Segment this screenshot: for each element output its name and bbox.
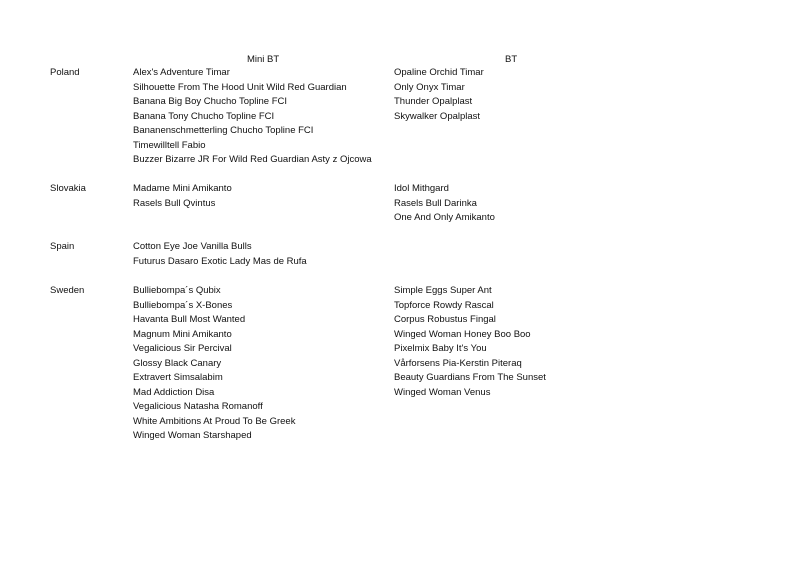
dog-entry: White Ambitions At Proud To Be Greek: [133, 415, 296, 427]
dog-entry: Havanta Bull Most Wanted: [133, 314, 246, 325]
dog-entry: Madame Mini Amikanto: [133, 183, 232, 194]
dog-entry: Thunder Opalplast: [394, 96, 473, 107]
dog-entry: Topforce Rowdy Rascal: [394, 299, 494, 311]
country-name: Spain: [50, 241, 75, 252]
dog-entry: Timewilltell Fabio: [133, 139, 206, 151]
dog-entry: Rasels Bull Darinka: [394, 197, 477, 209]
dog-entry: Opaline Orchid Timar: [394, 67, 484, 78]
dog-entry: Pixelmix Baby It's You: [394, 343, 487, 354]
mini-bt-list: [133, 66, 372, 168]
dog-entry: Banana Big Boy Chucho Topline FCI: [133, 96, 288, 107]
dog-entry: Beauty Guardians From The Sunset: [394, 372, 546, 383]
dog-entry: Idol Mithgard: [394, 183, 449, 194]
bt-list: [394, 284, 546, 400]
mini-bt-list: [133, 182, 232, 211]
dog-entry: Alex's Adventure Timar: [133, 67, 230, 78]
dog-entry: Rasels Bull Qvintus: [133, 197, 216, 209]
dog-entry: Bananenschmetterling Chucho Topline FCI: [133, 125, 314, 136]
country-name: Sweden: [50, 285, 85, 296]
dog-entry: Futurus Dasaro Exotic Lady Mas de Rufa: [133, 255, 307, 267]
dog-entry: Magnum Mini Amikanto: [133, 328, 232, 340]
bt-list: [394, 66, 484, 124]
mini-bt-list: [133, 240, 307, 269]
dog-entry: Mad Addiction Disa: [133, 386, 215, 398]
dog-entry: Buzzer Bizarre JR For Wild Red Guardian Asty z Ojcowa: [133, 154, 372, 165]
dog-entry: Simple Eggs Super Ant: [394, 285, 492, 296]
dog-entry: Silhouette From The Hood Unit Wild Red Guardian: [133, 81, 347, 93]
column-header-mini-bt: Mini BT: [247, 54, 280, 65]
dog-entry: Corpus Robustus Fingal: [394, 314, 496, 325]
dog-entry: Winged Woman Venus: [394, 386, 491, 398]
dog-entry: Vegalicious Sir Percival: [133, 343, 232, 354]
dog-entry: Skywalker Opalplast: [394, 110, 481, 122]
dog-entry: Winged Woman Honey Boo Boo: [394, 328, 531, 340]
dog-entry: Glossy Black Canary: [133, 357, 222, 369]
dog-entry: Vårforsens Pia-Kerstin Piteraq: [394, 357, 522, 369]
dog-entry: Banana Tony Chucho Topline FCI: [133, 110, 275, 122]
dog-entry: Only Onyx Timar: [394, 81, 465, 93]
dog-entry: Bulliebompa´s Qubix: [133, 285, 221, 296]
dog-entry: Vegalicious Natasha Romanoff: [133, 401, 263, 412]
country-name: Slovakia: [50, 183, 86, 194]
mini-bt-list: [133, 284, 295, 444]
dog-entry: Extravert Simsalabim: [133, 372, 223, 383]
dog-entry: Bulliebompa´s X-Bones: [133, 299, 233, 311]
column-header-bt: BT: [505, 54, 518, 65]
dog-entry: Winged Woman Starshaped: [133, 430, 252, 441]
country-name: Poland: [50, 67, 80, 78]
bt-list: [394, 182, 495, 226]
dog-entry: One And Only Amikanto: [394, 212, 495, 223]
dog-entry: Cotton Eye Joe Vanilla Bulls: [133, 241, 252, 252]
